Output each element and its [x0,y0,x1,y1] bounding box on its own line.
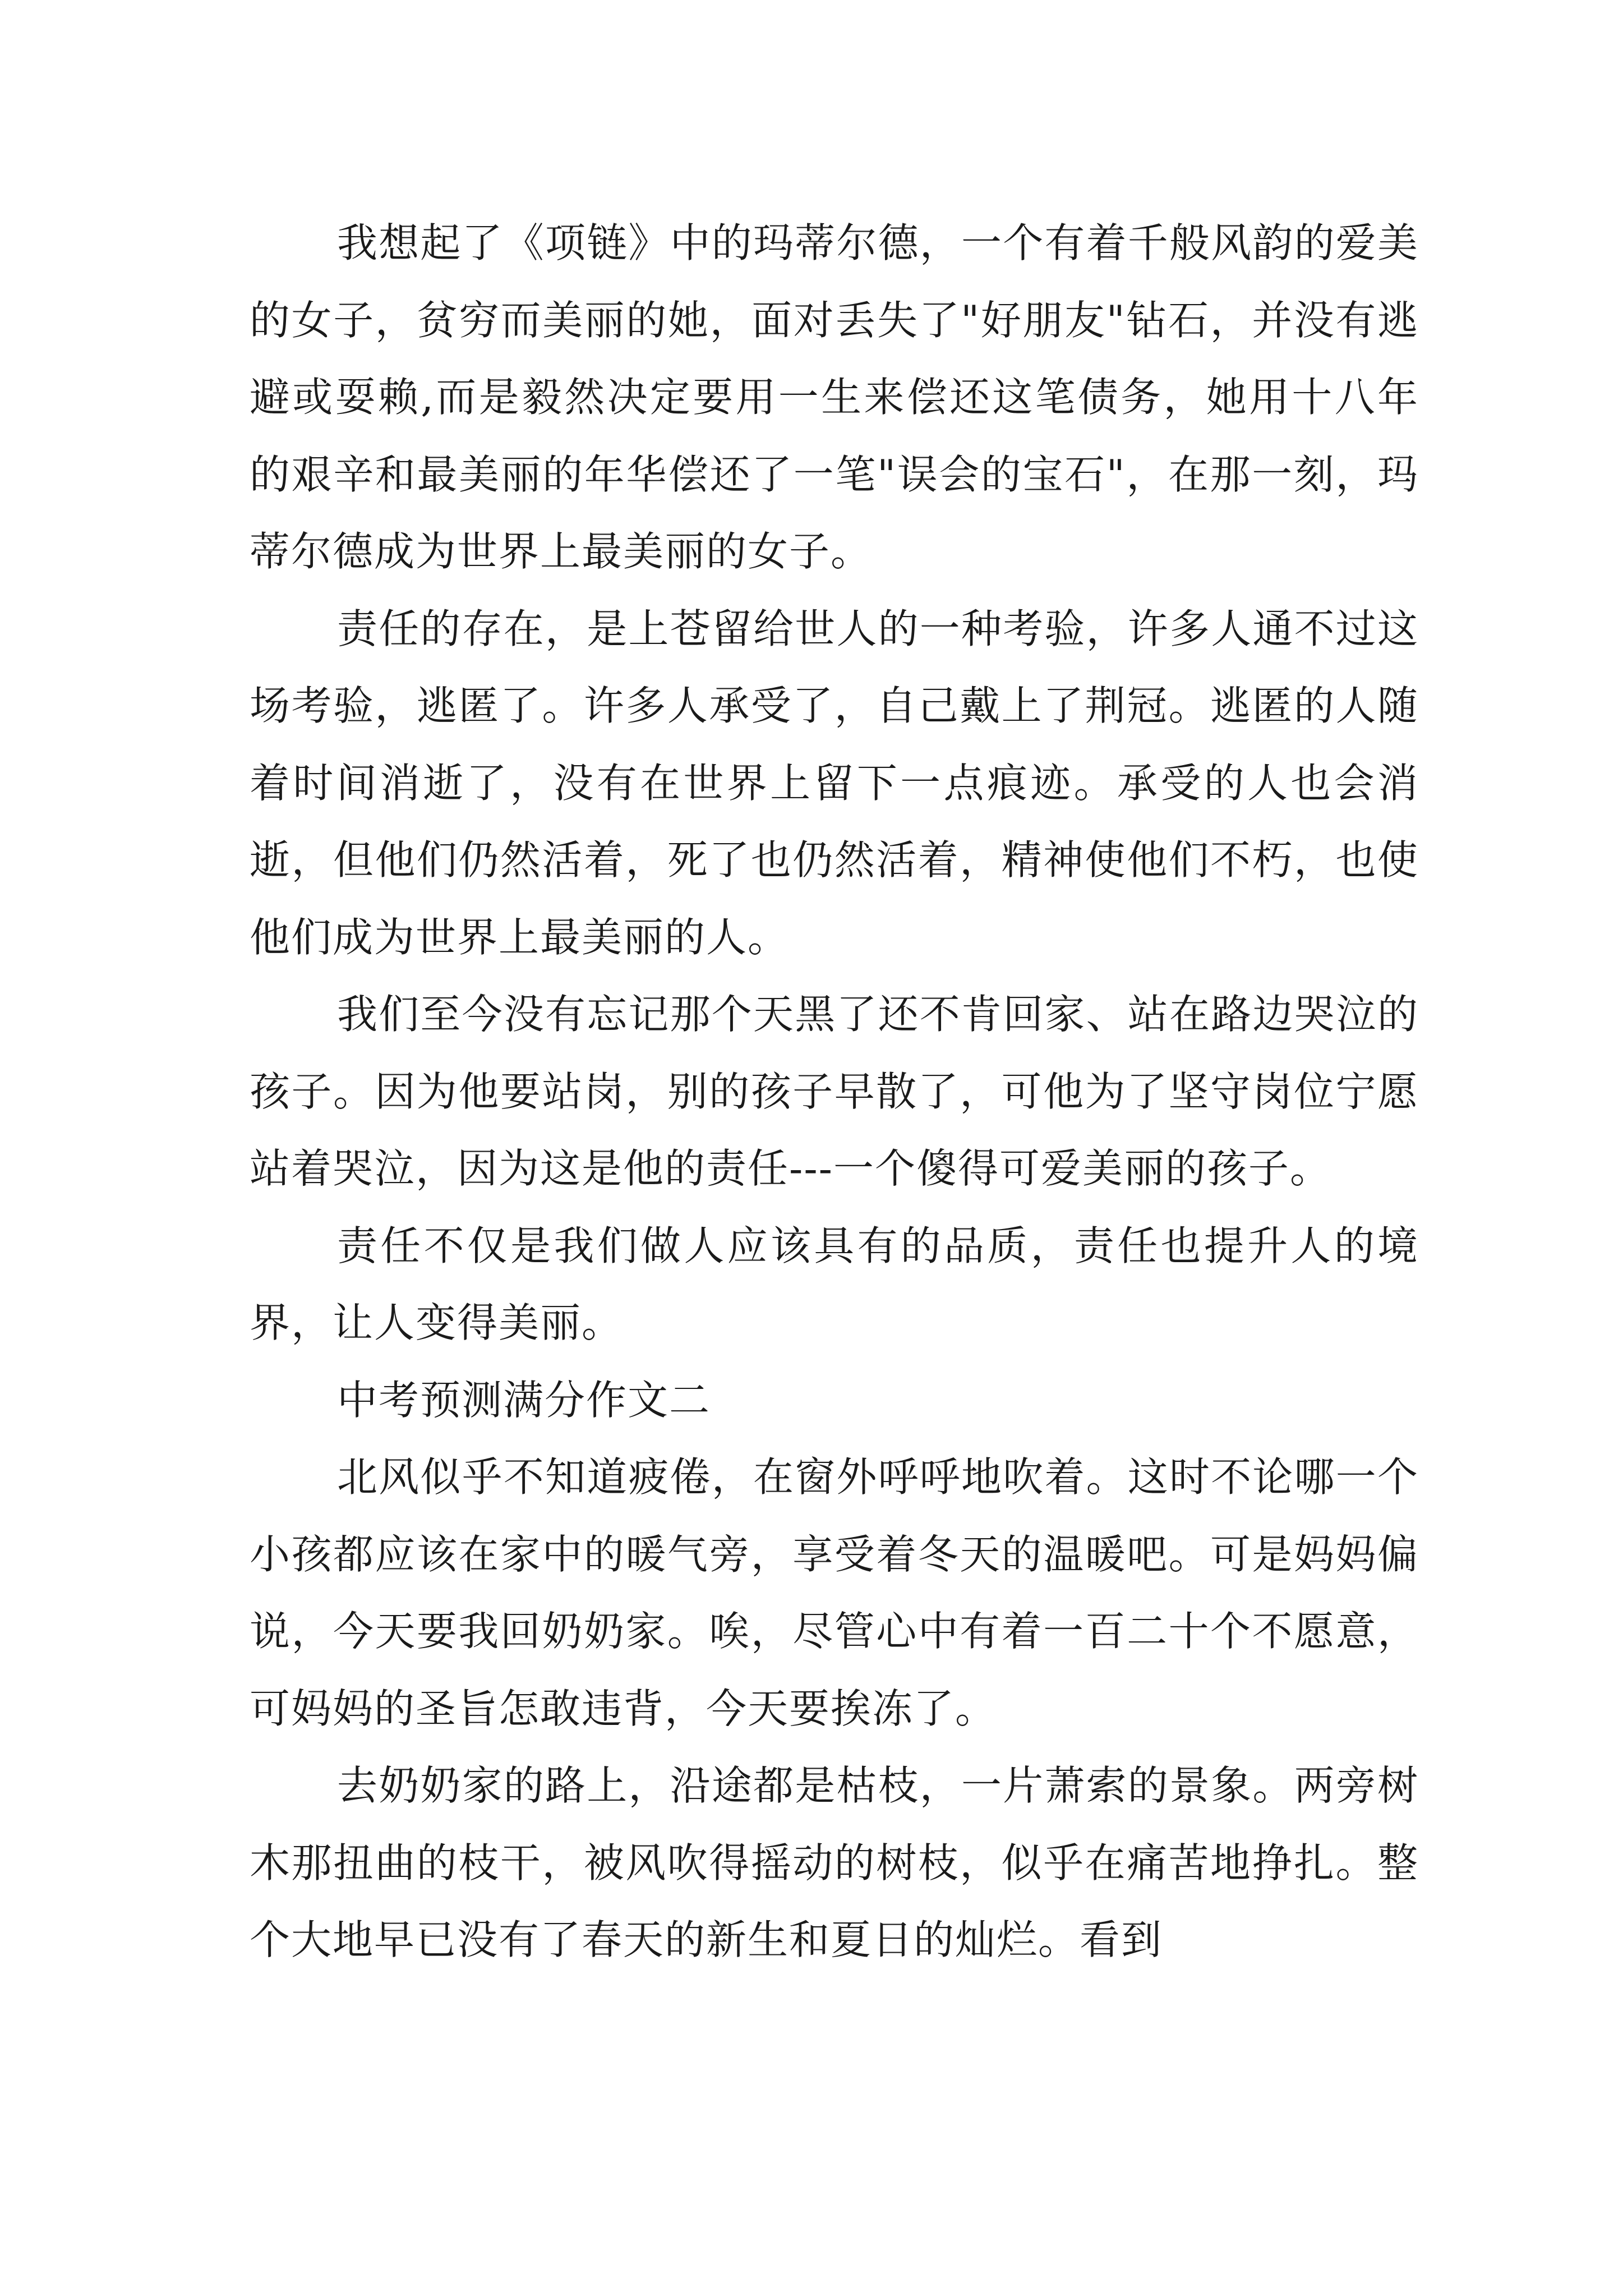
paragraph-6: 去奶奶家的路上，沿途都是枯枝，一片萧索的景象。两旁树木那扭曲的枝干，被风吹得摇动的树枝，似乎在痛苦地挣扎。整个大地早已没有了春天的新生和夏日的灿烂。看到 [250,1762,1419,1963]
document-body [250,205,1419,1979]
paragraph-3: 我们至今没有忘记那个天黑了还不肯回家、站在路边哭泣的孩子。因为他要站岗，别的孩子早散了，可他为了坚守岗位宁愿站着哭泣，因为这是他的责任---一个傻得可爱美丽的孩子。 [250,991,1419,1192]
paragraph-5: 北风似乎不知道疲倦，在窗外呼呼地吹着。这时不论哪一个小孩都应该在家中的暖气旁，享受着冬天的温暖吧。可是妈妈偏说，今天要我回奶奶家。唉，尽管心中有着一百二十个不愿意，可妈妈的圣旨怎敢违背，今天要挨冻了。 [250,1453,1419,1732]
section-heading: 中考预测满分作文二 [337,1376,711,1424]
paragraph-1: 我想起了《项链》中的玛蒂尔德，一个有着千般风韵的爱美的女子，贫穷而美丽的她，面对丢失了"好朋友"钻石，并没有逃避或耍赖,而是毅然决定要用一生来偿还这笔债务，她用十八年的艰辛和最美丽的年华偿还了一笔"误会的宝石"，在那一刻，玛蒂尔德成为世界上最美丽的女子。 [250,219,1419,575]
paragraph-2: 责任的存在，是上苍留给世人的一种考验，许多人通不过这场考验，逃匿了。许多人承受了，自己戴上了荆冠。逃匿的人随着时间消逝了，没有在世界上留下一点痕迹。承受的人也会消逝，但他们仍然活着，死了也仍然活着，精神使他们不朽，也使他们成为世界上最美丽的人。 [250,605,1419,961]
paragraph-4: 责任不仅是我们做人应该具有的品质，责任也提升人的境界，让人变得美丽。 [250,1222,1419,1346]
